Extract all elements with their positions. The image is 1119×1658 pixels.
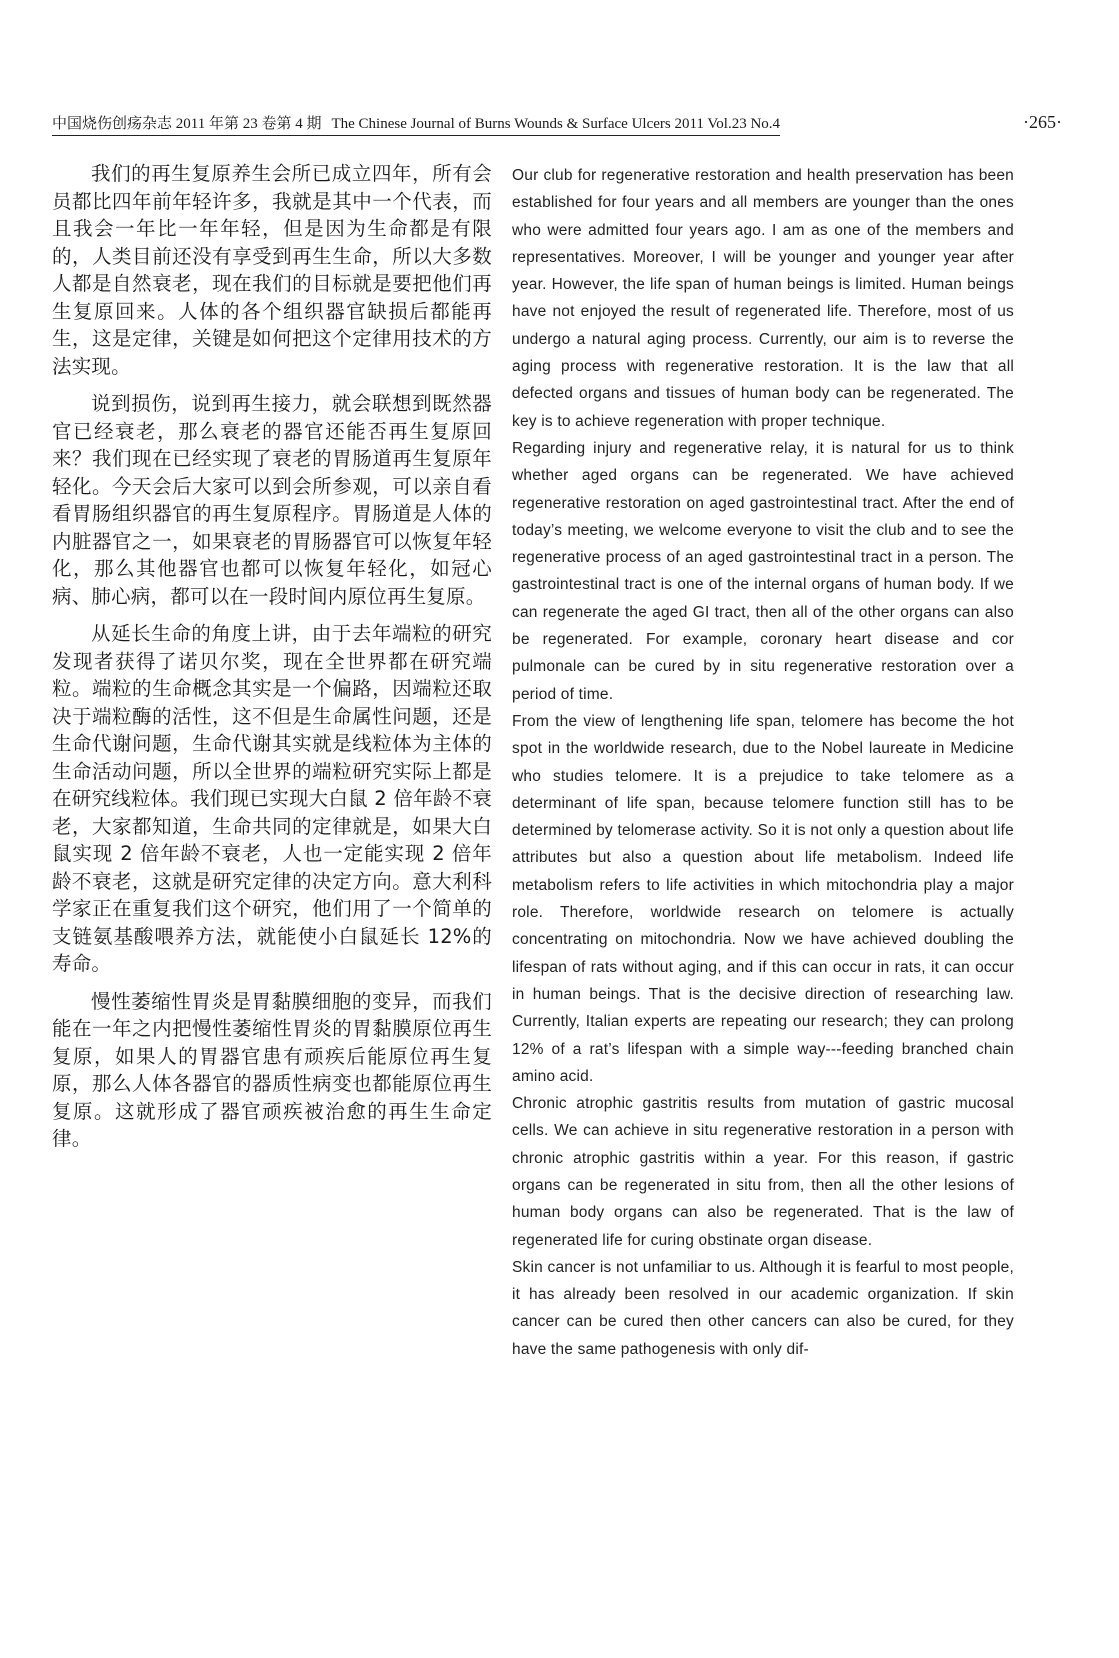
english-text-column: [512, 162, 1014, 1363]
running-header: [52, 112, 1062, 138]
en-paragraph: Skin cancer is not unfamiliar to us. Although it is fearful to most people, it has already been resolved in our academic organization. If skin cancer can be cured then other cancers can also be cured, for they have the same pathogenesis with only dif-: [512, 1258, 1014, 1358]
en-paragraph: From the view of lengthening life span, telomere has become the hot spot in the worldwide research, due to the Nobel laureate in Medicine who studies telomere. It is a prejudice to take telomere as a determinant of life span, because telomere function still has to be determined by telomerase activity. So it is not only a question about life attributes but also a question about life metabolism. Indeed life metabolism refers to life activities in which mitochondria play a major role. Therefore, worldwide research on telomere is actually concentrating on mitochondria. Now we have achieved doubling the lifespan of rats without aging, and if this can occur in rats, it can occur in human beings. That is the decisive direction of researching law. Currently, Italian experts are repeating our research; they can prolong 12% of a rat’s lifespan with a simple way---feeding branched chain amino acid.: [512, 712, 1014, 1085]
en-paragraph: Our club for regenerative restoration and health preservation has been established for four years and all members are younger than the ones who were admitted four years ago. I am as one of the members and representatives. Moreover, I will be younger and younger year after year. However, the life span of human beings is limited. Human beings have not enjoyed the result of regenerated life. Therefore, most of us undergo a natural aging process. Currently, our aim is to reverse the aging process with regenerative restoration. It is the law that all defected organs and tissues of human body can be regenerated. The key is to achieve regeneration with proper technique.: [512, 167, 1014, 430]
journal-title-zh: 中国烧伤创疡杂志 2011 年第 23 卷第 4 期: [52, 116, 322, 132]
zh-paragraph: 慢性萎缩性胃炎是胃黏膜细胞的变异，而我们能在一年之内把慢性萎缩性胃炎的胃黏膜原位再生复原，如果人的胃器官患有顽疾后能原位再生复原，那么人体各器官的器质性病变也都能原位再生复原。这就形成了器官顽疾被治愈的再生生命定律。: [52, 989, 492, 1150]
zh-paragraph: 说到损伤，说到再生接力，就会联想到既然器官已经衰老，那么衰老的器官还能否再生复原回来？我们现在已经实现了衰老的胃肠道再生复原年轻化。今天会后大家可以到会所参观，可以亲自看看胃肠组织器官的再生复原程序。胃肠道是人体的内脏器官之一，如果衰老的胃肠器官可以恢复年轻化，那么其他器官也都可以恢复年轻化，如冠心病、肺心病，都可以在一段时间内原位再生复原。: [52, 392, 492, 608]
chinese-text-column: [52, 160, 492, 1163]
zh-paragraph: 从延长生命的角度上讲，由于去年端粒的研究发现者获得了诺贝尔奖，现在全世界都在研究端粒。端粒的生命概念其实是一个偏路，因端粒还取决于端粒酶的活性，这不但是生命属性问题，还是生命代谢问题，生命代谢其实就是线粒体为主体的生命活动问题，所以全世界的端粒研究实际上都是在研究线粒体。我们现已实现大白鼠 2 倍年龄不衰老，大家都知道，生命共同的定律就是，如果大白鼠实现 2 倍年龄不衰老，人也一定能实现 2 倍年龄不衰老，这就是研究定律的决定方向。意大利科学家正在重复我们这个研究，他们用了一个简单的支链氨基酸喂养方法，就能使小白鼠延长 12%的寿命。: [52, 622, 492, 975]
page-number: ·265·: [1023, 112, 1062, 132]
journal-title-en: The Chinese Journal of Burns Wounds & Surface Ulcers 2011 Vol.23 No.4: [331, 116, 781, 132]
en-paragraph: Chronic atrophic gastritis results from mutation of gastric mucosal cells. We can achieve in situ regenerative restoration in a person with chronic atrophic gastritis within a year. For this reason, if gastric organs can be regenerated in situ from, then all the other lesions of human body organs can also be regenerated. That is the law of regenerated life for curing obstinate organ disease.: [512, 1095, 1014, 1249]
en-paragraph: Regarding injury and regenerative relay, it is natural for us to think whether aged organs can be regenerated. We have achieved regenerative restoration on aged gastrointestinal tract. After the end of today’s meeting, we welcome everyone to visit the club and to see the regenerative process of an aged gastrointestinal tract in a person. The gastrointestinal tract is one of the internal organs of human body. If we can regenerate the aged GI tract, then all of the other organs can also be regenerated. For example, coronary heart disease and cor pulmonale can be cured by in situ regenerative restoration over a period of time.: [512, 439, 1014, 703]
journal-citation: [52, 112, 780, 136]
zh-paragraph: 我们的再生复原养生会所已成立四年，所有会员都比四年前年轻许多，我就是其中一个代表，而且我会一年比一年年轻，但是因为生命都是有限的，人类目前还没有享受到再生生命，所以大多数人都是自然衰老，现在我们的目标就是要把他们再生复原回来。人体的各个组织器官缺损后都能再生，这是定律，关键是如何把这个定律用技术的方法实现。: [52, 162, 492, 378]
